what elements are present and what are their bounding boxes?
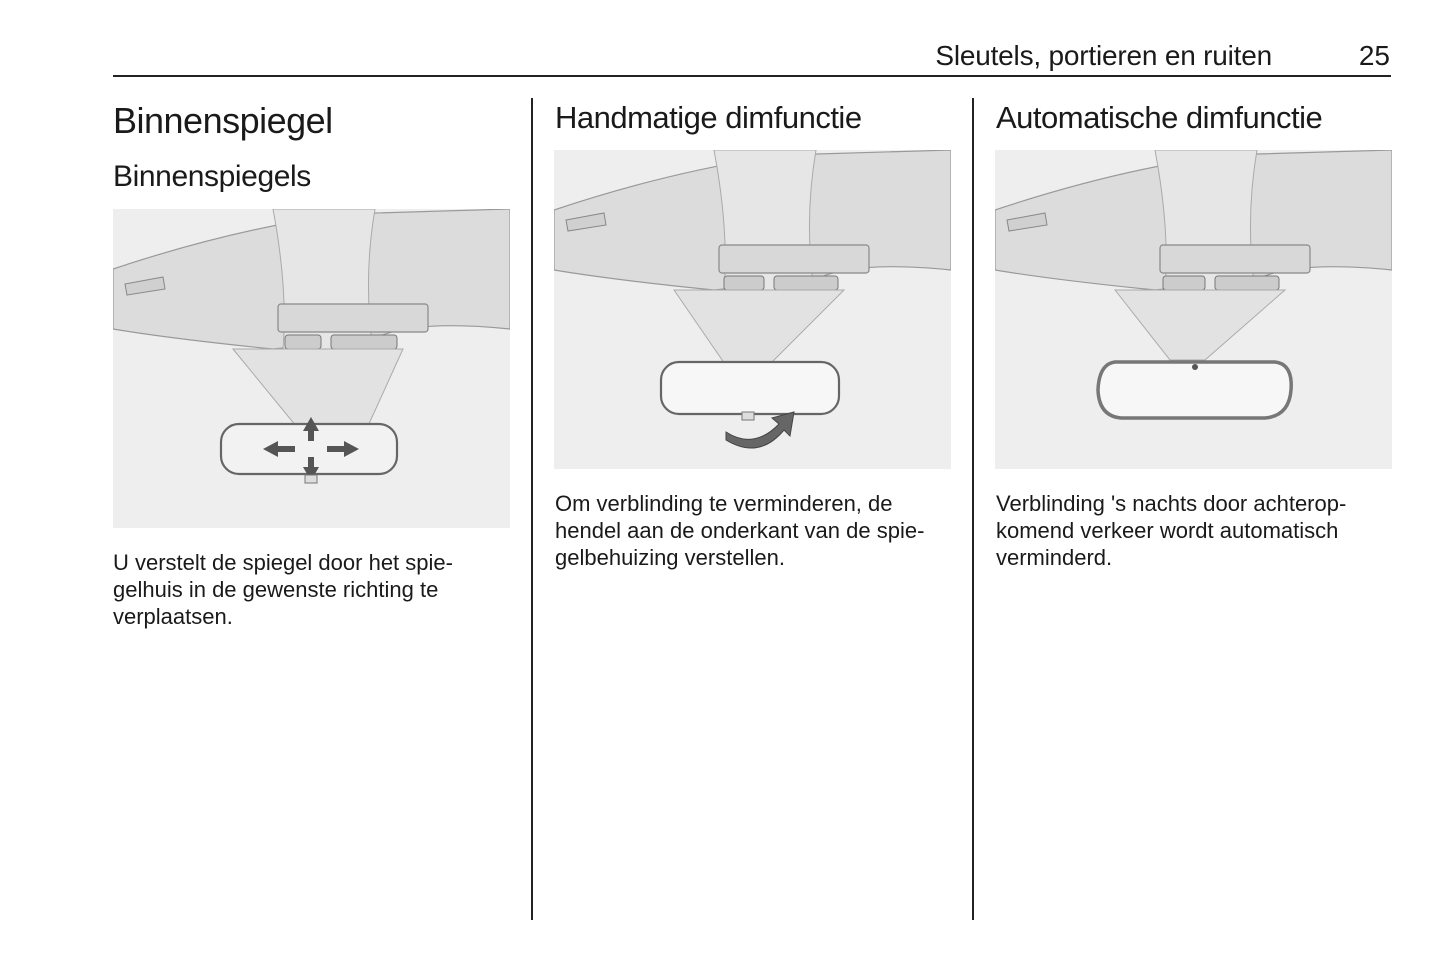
- section-heading-handmatige: Handmatige dimfunctie: [555, 100, 862, 135]
- section-heading-automatische: Automatische dimfunctie: [996, 100, 1323, 135]
- text-line: gelbehuizing verstellen.: [555, 545, 785, 570]
- text-line: Verblinding 's nachts door achterop-: [996, 491, 1347, 516]
- column-divider-2: [972, 98, 974, 920]
- text-line: U verstelt de spiegel door het spie-: [113, 550, 453, 575]
- mirror-dim-lever-illustration: [554, 150, 951, 469]
- mirror-adjust-arrows-illustration: [113, 209, 510, 528]
- header-rule: [113, 75, 1391, 77]
- running-header-title: Sleutels, portieren en ruiten: [935, 40, 1272, 71]
- subheading-binnenspiegels: Binnenspiegels: [113, 160, 311, 193]
- text-line: verplaatsen.: [113, 604, 233, 629]
- column-divider-1: [531, 98, 533, 920]
- mirror-adjust-figure: [113, 209, 510, 528]
- manual-dim-figure: [554, 150, 951, 469]
- body-text-col2: [555, 490, 924, 571]
- body-text-col3: [996, 490, 1346, 571]
- text-line: komend verkeer wordt automatisch: [996, 518, 1339, 543]
- text-line: gelhuis in de gewenste richting te: [113, 577, 439, 602]
- text-line: verminderd.: [996, 545, 1113, 570]
- section-heading-binnenspiegel: Binnenspiegel: [113, 100, 333, 141]
- page-number: 25: [1358, 40, 1390, 71]
- text-line: hendel aan de onderkant van de spie-: [555, 518, 925, 543]
- text-line: Om verblinding te verminderen, de: [555, 491, 893, 516]
- auto-dim-figure: [995, 150, 1392, 469]
- body-text-col1: [113, 549, 453, 630]
- auto-dimming-mirror-illustration: [995, 150, 1392, 469]
